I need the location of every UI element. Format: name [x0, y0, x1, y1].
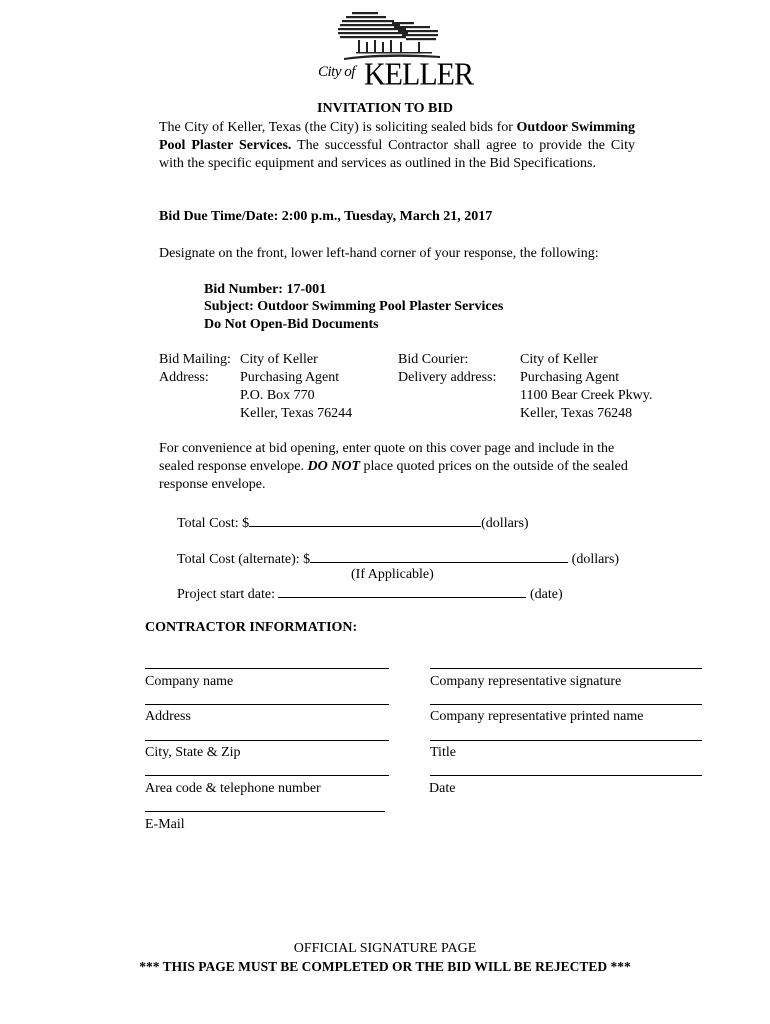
courier-line: 1100 Bear Creek Pkwy.	[520, 388, 653, 403]
start-date-label: Project start date:	[177, 587, 279, 602]
mailing-line: Purchasing Agent	[240, 370, 340, 385]
telephone-label: Area code & telephone number	[145, 781, 321, 796]
mailing-line: Keller, Texas 76244	[240, 406, 353, 421]
designate-text: Designate on the front, lower left-hand corner of your response, the following:	[159, 246, 599, 261]
total-cost-unit: (dollars)	[481, 516, 529, 531]
courier-label-1: Bid Courier:	[398, 352, 469, 367]
start-date-unit: (date)	[526, 587, 563, 602]
start-date-field[interactable]	[278, 583, 526, 598]
logo-prefix: City of	[318, 64, 355, 80]
printed-name-label: Company representative printed name	[430, 709, 644, 724]
printed-name-line[interactable]	[430, 704, 702, 705]
intro-text-2: The successful Contractor shall agree to provide the City with the specific equipment and services as outlined in the Bid Specifications.	[159, 138, 635, 171]
company-name-line[interactable]	[145, 668, 389, 669]
convenience-paragraph	[159, 440, 639, 494]
email-label: E-Mail	[145, 817, 185, 832]
date-line[interactable]	[430, 775, 702, 776]
email-line[interactable]	[145, 811, 385, 812]
total-cost-field[interactable]	[249, 512, 481, 527]
start-date-row	[177, 583, 563, 604]
city-state-zip-line[interactable]	[145, 740, 389, 741]
total-cost-row	[177, 512, 529, 533]
signature-line[interactable]	[430, 668, 702, 669]
bid-notice: Do Not Open-Bid Documents	[204, 317, 379, 332]
bid-number: Bid Number: 17-001	[204, 282, 327, 297]
telephone-line[interactable]	[145, 775, 389, 776]
intro-text-1: The City of Keller, Texas (the City) is soliciting sealed bids for	[159, 120, 517, 135]
courier-line: City of Keller	[520, 352, 598, 367]
date-label: Date	[429, 781, 456, 796]
city-logo	[314, 8, 473, 92]
alt-cost-field[interactable]	[310, 548, 568, 563]
company-name-label: Company name	[145, 674, 234, 689]
if-applicable-note: (If Applicable)	[351, 567, 434, 582]
page-title: INVITATION TO BID	[317, 101, 453, 116]
mailing-label-2: Address:	[159, 370, 209, 385]
convenience-text-1: For convenience at bid opening, enter quote on this cover page and include in the sealed response envelope.	[159, 441, 615, 474]
rejection-warning: *** THIS PAGE MUST BE COMPLETED OR THE BID WILL BE REJECTED ***	[139, 959, 631, 974]
intro-bold: Outdoor Swimming Pool Plaster Services.	[159, 120, 636, 153]
mailing-line: P.O. Box 770	[240, 388, 315, 403]
convenience-text-2: place quoted prices on the outside of the sealed response envelope.	[159, 459, 628, 492]
logo-name: KELLER	[364, 57, 473, 92]
mailing-line: City of Keller	[240, 352, 318, 367]
official-signature-heading: OFFICIAL SIGNATURE PAGE	[293, 941, 477, 956]
signature-label: Company representative signature	[430, 674, 622, 689]
convenience-emphasis: DO NOT	[307, 459, 360, 474]
contractor-heading: CONTRACTOR INFORMATION:	[145, 620, 358, 635]
courier-line: Keller, Texas 76248	[520, 406, 633, 421]
mailing-label-1: Bid Mailing:	[159, 352, 231, 367]
alt-cost-unit: (dollars)	[568, 552, 620, 567]
title-label: Title	[430, 745, 456, 760]
total-cost-label: Total Cost: $	[177, 516, 250, 531]
alt-cost-label: Total Cost (alternate): $	[177, 552, 311, 567]
title-line[interactable]	[430, 740, 702, 741]
courier-label-2: Delivery address:	[398, 370, 497, 385]
bid-subject: Subject: Outdoor Swimming Pool Plaster Services	[204, 299, 504, 314]
address-label: Address	[145, 709, 191, 724]
intro-paragraph	[159, 119, 635, 173]
city-state-zip-label: City, State & Zip	[145, 745, 241, 760]
bid-due-date: Bid Due Time/Date: 2:00 p.m., Tuesday, March 21, 2017	[159, 209, 493, 224]
courier-line: Purchasing Agent	[520, 370, 620, 385]
address-line[interactable]	[145, 704, 389, 705]
